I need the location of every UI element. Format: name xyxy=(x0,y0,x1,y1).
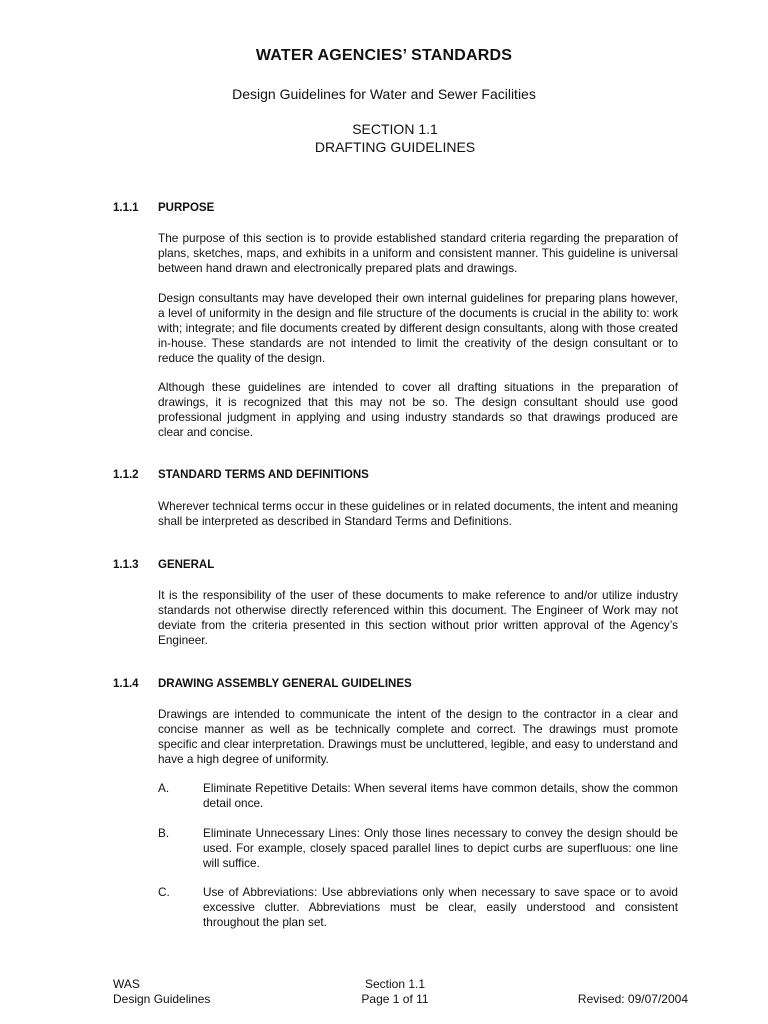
footer-center xyxy=(345,977,445,1007)
section-heading-title: STANDARD TERMS AND DEFINITIONS xyxy=(158,469,369,481)
footer-document-name: Design Guidelines xyxy=(113,992,211,1006)
section-heading-title: GENERAL xyxy=(158,559,215,571)
section-heading-purpose xyxy=(113,202,214,214)
footer-left xyxy=(113,977,210,1007)
document-subtitle: Design Guidelines for Water and Sewer Facilities xyxy=(232,86,536,102)
list-item-letter: B. xyxy=(158,826,170,840)
paragraph: Although these guidelines are intended to cover all drafting situations in the preparation of drawings, it is recognized that this may not be so. The design consultant should use good professional judgment in applying and using industry standards so that drawings produced are clear and concise. xyxy=(158,380,678,439)
section-heading-title: DRAWING ASSEMBLY GENERAL GUIDELINES xyxy=(158,678,412,690)
list-item-letter: A. xyxy=(158,781,170,795)
document-title: WATER AGENCIES’ STANDARDS xyxy=(255,47,513,64)
footer-right xyxy=(578,992,688,1007)
section-heading-number: 1.1.1 xyxy=(113,202,139,214)
section-heading-number: 1.1.2 xyxy=(113,469,139,481)
list-item-text: Eliminate Repetitive Details: When several items have common details, show the common detail once. xyxy=(203,781,678,810)
section-heading-number: 1.1.3 xyxy=(113,559,139,571)
section-heading-drawing-assembly xyxy=(113,678,412,690)
list-item-letter: C. xyxy=(158,885,170,899)
footer-page-number: Page 1 of 11 xyxy=(361,992,429,1006)
list-item-text: Use of Abbreviations: Use abbreviations only when necessary to save space or to avoid excessive clutter. Abbreviations must be clear, easily understood and consistent throughout the plan set. xyxy=(203,885,678,929)
paragraph: The purpose of this section is to provide established standard criteria regarding the preparation of plans, sketches, maps, and exhibits in a uniform and consistent manner. This guideline is universal between hand drawn and electronically prepared plats and drawings. xyxy=(158,231,678,275)
list-item-text: Eliminate Unnecessary Lines: Only those lines necessary to convey the design should be used. For example, closely spaced parallel lines to depict curbs are superfluous: one line will suffice. xyxy=(203,826,678,870)
footer-document-code: WAS xyxy=(113,977,140,991)
footer-section: Section 1.1 xyxy=(364,977,426,991)
section-heading-number: 1.1.4 xyxy=(113,678,139,690)
paragraph: Design consultants may have developed their own internal guidelines for preparing plans however, a level of uniformity in the design and file structure of the documents is crucial in the ability to: work with; integrate; and file documents created by different design consultants, along with those created in-house. These standards are not intended to limit the creativity of the design consultant or to reduce the quality of the design. xyxy=(158,291,678,365)
paragraph: Wherever technical terms occur in these guidelines or in related documents, the intent and meaning shall be interpreted as described in Standard Terms and Definitions. xyxy=(158,499,679,528)
footer-revised-date: Revised: 09/07/2004 xyxy=(577,992,688,1006)
section-heading-general xyxy=(113,559,214,571)
section-name: DRAFTING GUIDELINES xyxy=(314,139,476,155)
section-heading-title: PURPOSE xyxy=(158,202,215,214)
section-heading-standard-terms xyxy=(113,469,369,481)
paragraph: It is the responsibility of the user of these documents to make reference to and/or utilize industry standards not otherwise directly referenced within this document. The Engineer of Work may not deviate from the criteria presented in this section without prior written approval of the Agency’s Engineer. xyxy=(158,588,678,647)
section-number: SECTION 1.1 xyxy=(352,121,438,137)
paragraph: Drawings are intended to communicate the intent of the design to the contractor in a clear and concise manner as well as be technically complete and correct. The drawings must promote specific and clear interpretation. Drawings must be uncluttered, legible, and easy to understand and have a high degree of uniformity. xyxy=(158,707,678,766)
